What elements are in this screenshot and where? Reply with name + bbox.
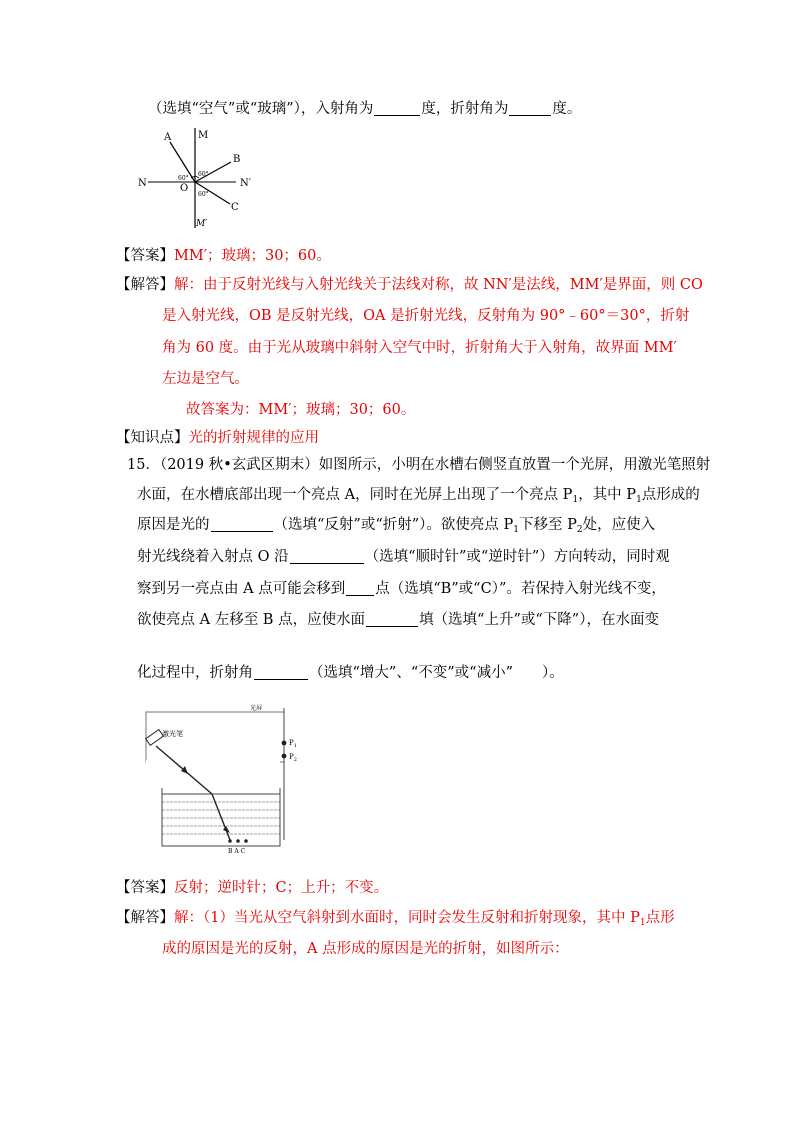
q14-solution-line-1 xyxy=(116,274,703,296)
q15-blank-1[interactable] xyxy=(211,516,273,532)
q14-text-a: （选填“空气”或“玻璃”），入射角为 xyxy=(148,101,374,117)
q14-text-b: 度，折射角为 xyxy=(421,101,509,117)
q14-knowledge xyxy=(116,427,319,449)
q15-line-4 xyxy=(137,546,670,568)
q14-label-N: N xyxy=(138,178,147,189)
q15-line-4-a: 射光线绕着入射点 O 沿 xyxy=(137,549,289,565)
q15-label-screen: 光屏 xyxy=(250,705,263,712)
q15-line-5 xyxy=(137,578,666,600)
q15-line-1: 15．（2019 秋•玄武区期末）如图所示，小明在水槽右侧竖直放置一个光屏，用激光笔照射 xyxy=(127,457,711,473)
q15-line-2-c: 点形成的 xyxy=(641,487,700,503)
q15-label-P2: $P_2$ xyxy=(289,753,297,763)
q14-ray-diagram xyxy=(130,126,270,232)
q15-line-3 xyxy=(137,514,655,536)
q14-text-c: 度。 xyxy=(552,101,582,117)
q14-label-Mprime: M′ xyxy=(196,219,208,229)
q14-knowledge-tag: 【知识点】 xyxy=(116,430,189,446)
q15-line-7 xyxy=(137,662,564,684)
q15-line-3-a: 原因是光的 xyxy=(137,517,210,533)
q15-blank-4[interactable] xyxy=(366,611,418,627)
q15-line-2-b: ，其中 P xyxy=(578,487,637,503)
q14-angle-2: 60° xyxy=(198,171,209,178)
q15-label-bottom-points: B A C xyxy=(228,848,246,855)
q15-solution-line-2: 成的原因是光的反射，A 点形成的原因是光的折射，如图所示： xyxy=(162,941,569,957)
q15-label-P1: $P_1$ xyxy=(289,739,297,749)
q15-label-pen: 激光笔 xyxy=(162,730,183,738)
q15-line-3-b: （选填“反射”或“折射”）。欲使亮点 P xyxy=(273,517,514,533)
q15-line-3-sub2: 2 xyxy=(576,525,583,535)
q15-answer-text: 反射；逆时针；C；上升；不变。 xyxy=(174,880,389,896)
q15-solution-text-b: 点形 xyxy=(645,910,675,926)
q15-blank-2[interactable] xyxy=(290,548,364,564)
q14-label-Nprime: N′ xyxy=(240,178,252,189)
q15-line-7-a: 化过程中，折射角 xyxy=(137,665,253,681)
q15-answer-tag: 【答案】 xyxy=(116,880,174,896)
q15-line-2-sub2: 1 xyxy=(636,495,642,505)
q15-blank-3[interactable] xyxy=(346,580,374,596)
q15-line-6-a: 欲使亮点 A 左移至 B 点，应使水面 xyxy=(137,612,366,628)
q14-answer xyxy=(116,245,331,267)
q14-final-answer: 故答案为：MM′；玻璃；30；60。 xyxy=(186,402,416,418)
q15-solution-text-a: 解：（1）当光从空气斜射到水面时，同时会发生反射和折射现象，其中 P xyxy=(174,910,640,926)
q14-solution-text-1: 解：由于反射光线与入射光线关于法线对称，故 NN′是法线，MM′是界面，则 CO xyxy=(174,277,703,293)
q15-answer xyxy=(116,877,388,899)
q15-solution-line-1 xyxy=(116,907,675,929)
q14-label-C: C xyxy=(231,202,239,213)
q14-blank-refraction-angle[interactable] xyxy=(509,100,551,116)
q15-line-2 xyxy=(137,484,700,506)
q14-solution-line-3: 角为 60 度。由于光从玻璃中斜射入空气中时，折射角大于入射角，故界面 MM′ xyxy=(162,340,677,356)
q14-solution-tag: 【解答】 xyxy=(116,277,174,293)
q14-label-O: O xyxy=(180,183,189,194)
q15-line-5-a: 察到另一亮点由 A 点可能会移到 xyxy=(137,581,346,597)
q15-line-3-d: 处，应使入 xyxy=(582,517,656,533)
q14-label-A: A xyxy=(164,132,172,143)
q14-solution-line-2: 是入射光线，OB 是反射光线，OA 是折射光线，反射角为 90°﹣60°＝30°，折射 xyxy=(162,308,690,324)
q15-line-7-b: （选填“增大”、“不变”或“减小” ）。 xyxy=(309,665,564,681)
q14-blank-incident-angle[interactable] xyxy=(374,100,420,116)
q14-answer-tag: 【答案】 xyxy=(116,248,174,264)
q15-blank-5[interactable] xyxy=(254,664,308,680)
q15-line-2-sub: 1 xyxy=(572,495,579,505)
q15-line-2-a: 水面，在水槽底部出现一个亮点 A，同时在光屏上出现了一个亮点 P xyxy=(137,487,573,503)
q14-angle-1: 60° xyxy=(178,175,189,182)
q15-line-4-b: （选填“顺时针”或“逆时针”）方向转动，同时观 xyxy=(364,549,670,565)
q14-label-M: M xyxy=(198,130,209,141)
q15-line-3-sub: 1 xyxy=(513,525,519,535)
q15-solution-sub: 1 xyxy=(639,918,646,928)
q15-line-5-b: 点（选填“B”或“C）”。若保持入射光线不变， xyxy=(375,581,666,597)
q15-line-6-b: 填（选填“上升”或“下降”），在水面变 xyxy=(419,612,659,628)
q14-answer-text: MM′；玻璃；30；60。 xyxy=(174,248,331,264)
q15-water-tank-diagram xyxy=(134,700,297,856)
q15-line-3-c: 下移至 P xyxy=(519,517,577,533)
q15-solution-tag: 【解答】 xyxy=(116,910,174,926)
q14-knowledge-text: 光的折射规律的应用 xyxy=(188,430,319,446)
q14-fill-line xyxy=(148,98,581,120)
q14-label-B: B xyxy=(233,154,241,165)
q14-angle-3: 60° xyxy=(198,191,209,198)
q15-line-6 xyxy=(137,609,659,631)
q14-solution-line-4: 左边是空气。 xyxy=(162,371,249,387)
